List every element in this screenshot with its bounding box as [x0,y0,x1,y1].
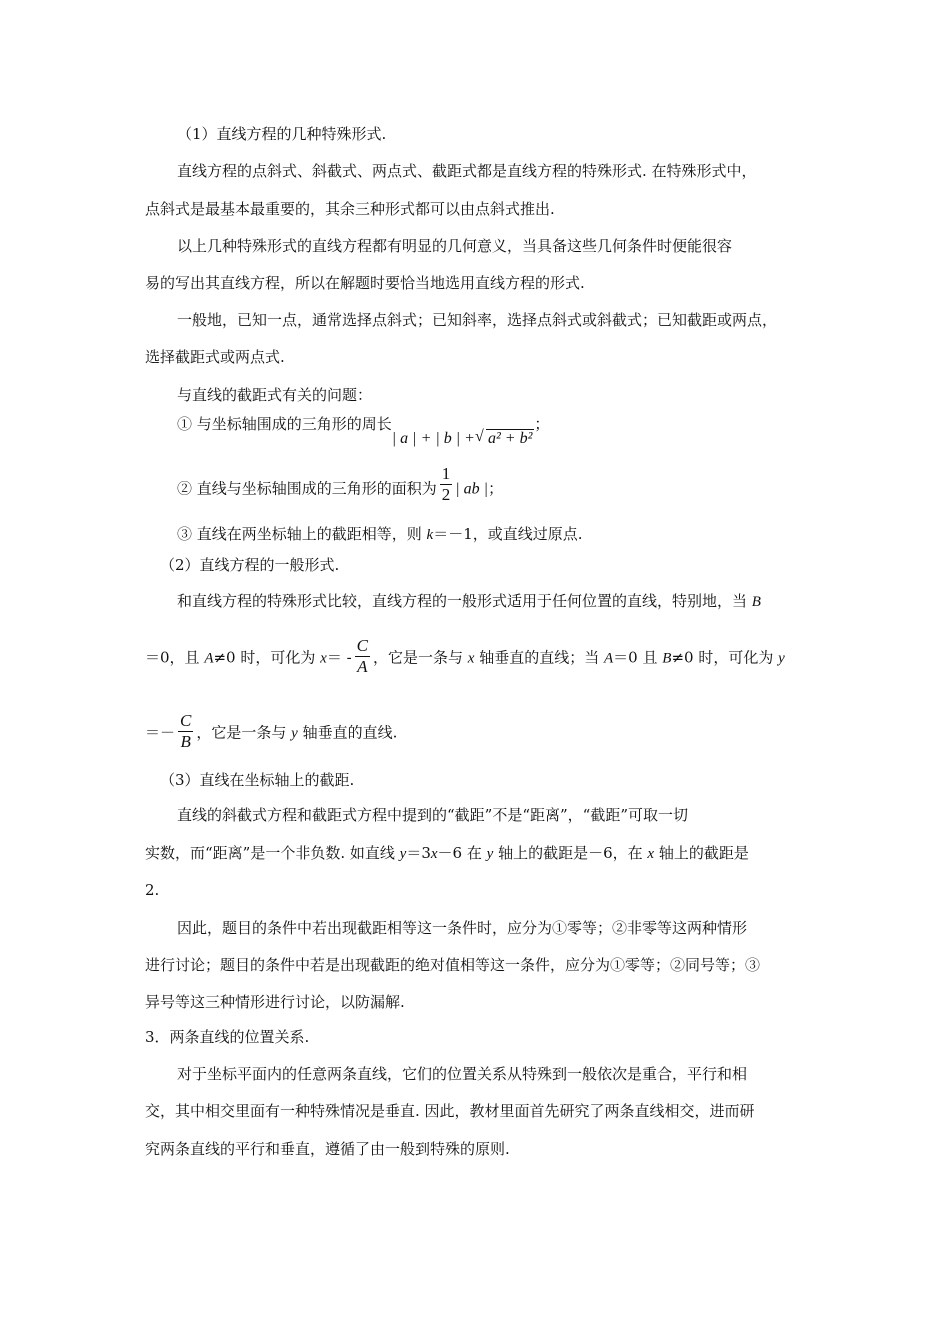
paragraph-line: 直线方程的点斜式、斜截式、两点式、截距式都是直线方程的特殊形式. 在特殊形式中， [177,162,757,180]
fraction-numerator: C [180,711,192,730]
text-run: ＝0 且 [613,648,663,667]
paragraph-line [145,636,785,677]
math-var: x [647,846,655,862]
fraction-numerator: C [356,636,368,655]
fraction-denominator: B [178,731,193,752]
paragraph-line: 点斜式是最基本最重要的，其余三种形式都可以由点斜式推出. [145,200,555,218]
text-run: 轴上的截距是 [654,844,749,862]
paragraph-line [145,711,398,752]
text-run: 轴垂直的直线. [297,723,398,742]
math-var: y [486,846,494,862]
text-run: ＝－1，或直线过原点. [433,525,583,543]
paragraph-line [177,591,761,612]
section-heading-2: （2）直线方程的一般形式. [160,556,340,574]
list-item-equal-intercepts [177,524,583,545]
paragraph-line: 进行讨论；题目的条件中若是出现截距的绝对值相等这一条件，应分为①零等；②同号等；③ [145,956,761,974]
paragraph-line: 选择截距式或两点式. [145,348,285,366]
math-var: y [778,650,785,667]
text-run: ＝0，且 [145,648,205,667]
math-var: A [604,650,614,667]
fraction-c-over-b [178,711,193,752]
text-run: －6 在 [437,844,487,862]
section-heading-3: （3）直线在坐标轴上的截距. [160,771,355,789]
math-var: y [291,725,298,742]
square-root [475,429,534,449]
paragraph-line: 2. [145,881,160,899]
text-run: ，它是一条与 [196,723,292,742]
perimeter-formula [392,430,535,447]
paragraph-line: 一般地，已知一点，通常选择点斜式；已知斜率，选择点斜式或斜截式；已知截距或两点， [177,311,778,329]
text-run: 实数，而“距离”是一个非负数. 如直线 [145,844,400,862]
text-run: ≠0 时，可化为 [671,648,779,667]
text-run: ＝－ [145,723,176,742]
text-run: ＝3 [406,844,431,862]
fraction-denominator: 2 [441,485,451,504]
text-run: ＝ - [326,648,352,667]
text-run: 和直线方程的特殊形式比较，直线方程的一般形式适用于任何位置的直线，特别地，当 [177,592,752,610]
paragraph-line [145,843,749,864]
paragraph-line: 易的写出其直线方程，所以在解题时要恰当地选用直线方程的形式. [145,274,585,292]
list-item-end: ； [488,479,504,498]
text-run: 轴垂直的直线；当 [474,648,604,667]
paragraph-line: 交，其中相交里面有一种特殊情况是垂直. 因此，教材里面首先研究了两条直线相交，进而研 [145,1102,755,1120]
paragraph-line: 因此，题目的条件中若出现截距相等这一条件时，应分为①零等；②非零等这两种情形 [177,919,748,937]
paragraph-line: 以上几种特殊形式的直线方程都有明显的几何意义，当具备这些几何条件时便能很容 [177,237,733,255]
text-run: ，它是一条与 [373,648,468,667]
list-item-text: ② 直线与坐标轴围成的三角形的面积为 [177,479,437,498]
math-var: B [751,594,761,610]
list-item-text: ① 与坐标轴围成的三角形的周长 [177,415,392,433]
section-heading-4: 3．两条直线的位置关系. [145,1028,310,1046]
fraction-one-half [440,464,453,505]
math-var: B [662,650,672,667]
section-heading-1: （1）直线方程的几种特殊形式. [177,125,387,143]
list-item-area [177,464,504,505]
formula-abs-terms: | a | + | b | + [391,430,475,447]
text-run: 轴上的截距是－6，在 [493,844,648,862]
abs-ab: | ab | [455,480,489,498]
math-var: y [399,846,407,862]
fraction-c-over-a [355,636,370,677]
radicand: a² + b² [487,430,533,447]
math-var: k [426,527,434,543]
text-run: ③ 直线在两坐标轴上的截距相等，则 [177,525,427,543]
text-run: ≠0 时，可化为 [213,648,321,667]
paragraph-line: 直线的斜截式方程和截距式方程中提到的“截距”不是“距离”，“截距”可取一切 [177,806,689,824]
fraction-denominator: A [355,656,370,677]
paragraph-line: 究两条直线的平行和垂直，遵循了由一般到特殊的原则. [145,1140,510,1158]
math-var: x [320,650,327,667]
math-var: A [204,650,214,667]
list-item-end: ； [534,415,550,433]
fraction-numerator: 1 [441,464,451,483]
paragraph-line: 对于坐标平面内的任意两条直线，它们的位置关系从特殊到一般依次是重合，平行和相 [177,1065,748,1083]
math-var: x [430,846,438,862]
radical-sign-icon: √ [474,428,484,445]
math-var: x [467,650,475,667]
paragraph-line: 与直线的截距式有关的问题： [177,386,373,404]
list-item-perimeter [177,414,550,447]
paragraph-line: 异号等这三种情形进行讨论，以防漏解. [145,993,405,1011]
